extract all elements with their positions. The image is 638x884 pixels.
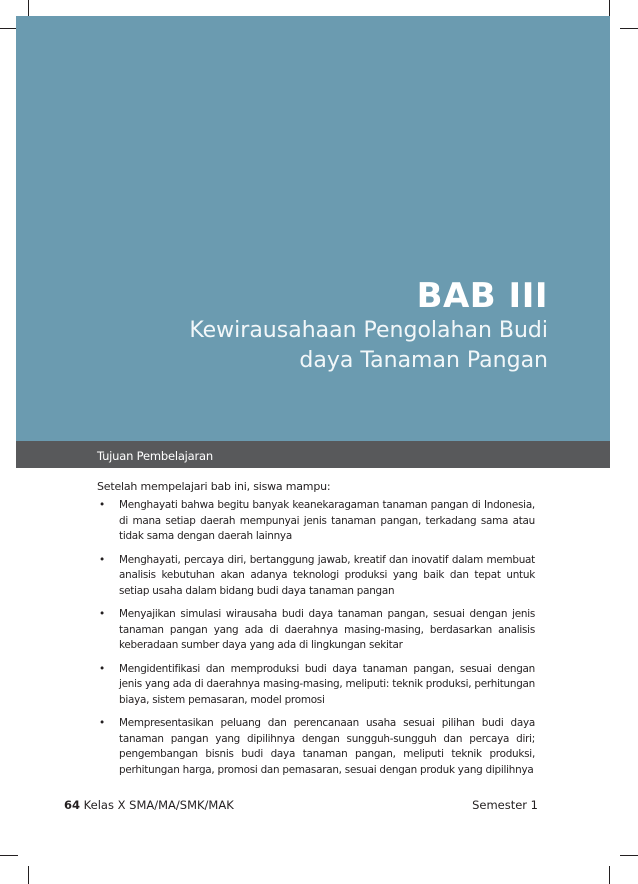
objective-text: Menyajikan simulasi wirausaha budi daya tanaman pangan, sesuai dengan jenis tanaman pangan yang ada di daerahnya masing-masing, berdasarkan analisis keberadaan sumber daya yang ada di lingkungan sekitar <box>119 608 535 651</box>
crop-mark <box>0 855 18 856</box>
list-item <box>97 716 535 778</box>
crop-mark <box>609 866 610 884</box>
objectives-heading: Tujuan Pembelajaran <box>97 449 213 463</box>
chapter-title <box>189 316 548 376</box>
semester-label: Semester 1 <box>472 798 538 812</box>
objective-text: Mengidentifikasi dan memproduksi budi daya tanaman pangan, sesuai dengan jenis yang ada di daerahnya masing-masing, meliputi: teknik produksi, perhitungan biaya, sistem pemasaran, model promosi <box>119 662 535 706</box>
bullet-icon: • <box>99 608 105 620</box>
crop-mark <box>28 866 29 884</box>
chapter-title-line1: Kewirausahaan Pengolahan Budi <box>189 318 548 343</box>
objective-text: Menghayati, percaya diri, bertanggung jawab, kreatif dan inovatif dalam membuat analisis kebutuhan akan adanya teknologi produksi yang baik dan tepat untuk setiap usaha dalam bidang budi daya tanaman pangan <box>119 553 535 597</box>
list-item <box>97 553 535 600</box>
chapter-label: BAB III <box>416 276 548 316</box>
page-number: 64 <box>64 798 81 812</box>
objectives-intro: Setelah mempelajari bab ini, siswa mampu: <box>97 480 331 493</box>
bullet-icon: • <box>99 553 105 566</box>
page-footer <box>64 798 538 812</box>
chapter-title-line2: daya Tanaman Pangan <box>299 348 548 373</box>
class-label: Kelas X SMA/MA/SMK/MAK <box>83 798 234 812</box>
objectives-list <box>97 498 535 786</box>
chapter-banner <box>16 16 610 441</box>
bullet-icon: • <box>99 499 105 511</box>
bullet-icon: • <box>99 717 105 729</box>
list-item <box>97 662 535 709</box>
objective-text: Mempresentasikan peluang dan perencanaan usaha sesuai pilihan budi daya tanaman pangan yang dipilihnya dengan sungguh-sungguh dan percaya diri; pengembangan bisnis budi daya tanaman pangan, meliputi teknik produksi, perhitungan harga, promosi dan pemasaran, sesuai dengan produk yang dipilihnya <box>119 717 535 776</box>
objective-text: Menghayati bahwa begitu banyak keanekaragaman tanaman pangan di Indonesia, di mana setiap daerah mempunyai jenis tanaman pangan, terkadang sama atau tidak sama dengan daerah lainnya <box>119 499 535 542</box>
list-item <box>97 607 535 654</box>
bullet-icon: • <box>99 662 105 675</box>
crop-mark <box>620 28 638 29</box>
list-item <box>97 498 535 545</box>
crop-mark <box>620 855 638 856</box>
